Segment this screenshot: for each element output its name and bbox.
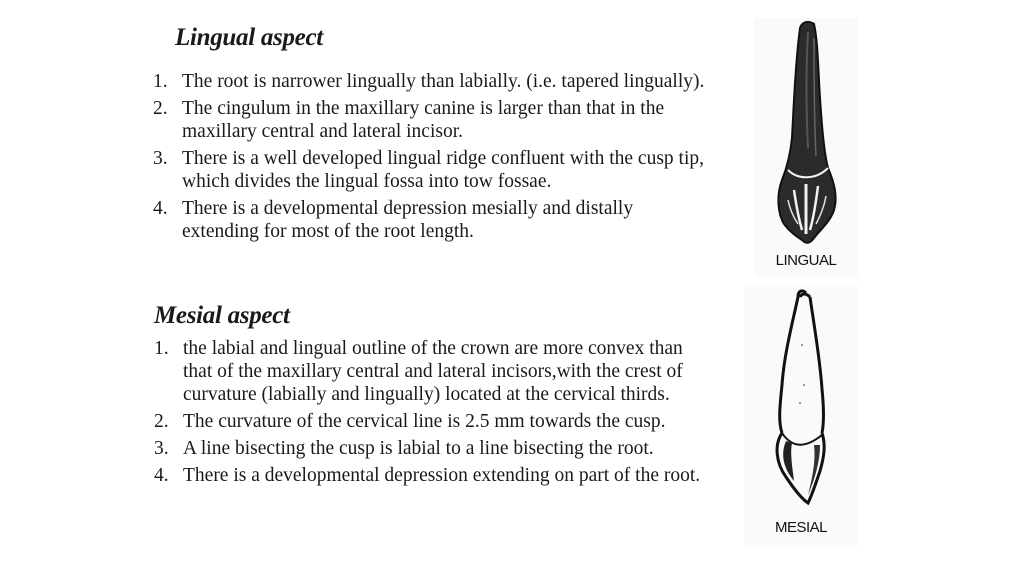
mesial-aspect-heading: Mesial aspect (154, 302, 290, 329)
item-text: the labial and lingual outline of the crown are more convex than that of the maxillary central and lateral incisors,with the crest of curvature (labially and lingually) located at the cervical thirds. (183, 338, 683, 405)
item-number: 2. (154, 411, 169, 432)
item-text: The cingulum in the maxillary canine is larger than that in the maxillary central and lateral incisor. (182, 98, 665, 142)
lingual-tooth-figure (754, 18, 858, 276)
mesial-points-list (154, 337, 714, 491)
lingual-points-list (153, 70, 713, 247)
item-text: The curvature of the cervical line is 2.5 mm towards the cusp. (183, 411, 666, 432)
list-item (154, 337, 714, 406)
item-number: 3. (153, 148, 168, 169)
item-text: There is a developmental depression mesially and distally extending for most of the root length. (182, 198, 634, 242)
mesial-tooth-figure (744, 285, 858, 547)
item-number: 3. (154, 438, 169, 459)
list-item (154, 410, 714, 433)
list-item (153, 70, 713, 93)
item-text: A line bisecting the cusp is labial to a line bisecting the root. (183, 438, 654, 459)
list-item (153, 147, 713, 193)
item-number: 1. (153, 71, 168, 92)
item-number: 4. (154, 465, 169, 486)
mesial-figure-label: MESIAL (774, 519, 828, 536)
item-text: The root is narrower lingually than labially. (i.e. tapered lingually). (182, 71, 705, 92)
item-text: There is a well developed lingual ridge confluent with the cusp tip, which divides the lingual fossa into tow fossae. (182, 148, 705, 192)
list-item (154, 464, 714, 487)
item-number: 4. (153, 198, 168, 219)
list-item (154, 437, 714, 460)
lingual-figure-label: LINGUAL (775, 252, 837, 269)
list-item (153, 97, 713, 143)
lingual-tooth-illustration (754, 18, 858, 250)
lingual-aspect-heading: Lingual aspect (175, 24, 323, 51)
list-item (153, 197, 713, 243)
item-number: 1. (154, 338, 169, 359)
item-number: 2. (153, 98, 168, 119)
mesial-tooth-illustration (744, 285, 858, 517)
item-text: There is a developmental depression extending on part of the root. (183, 465, 701, 486)
